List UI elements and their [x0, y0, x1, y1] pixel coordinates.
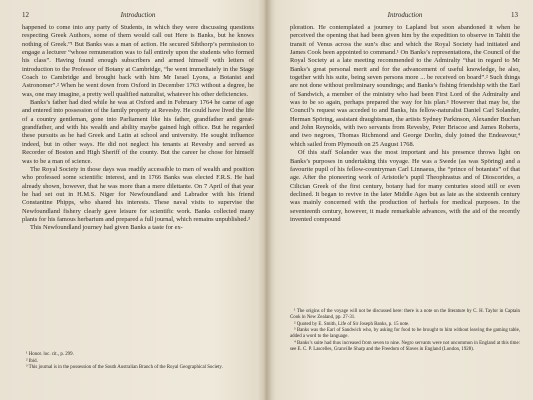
footnote: ² Ibid. — [26, 358, 38, 364]
page-number: 13 — [511, 11, 518, 19]
footnote: ³ This journal is in the possession of the South Australian Branch of the Royal Geographical Society. — [26, 365, 223, 371]
paragraph: Of this staff Solander was the most important and his presence throws light on Banks’s purposes in undertaking this voyage. He was a Swede (as was Spöring) and a favourite pupil of his fellow-countryman Carl Linnaeus, the “prince of botanists” of that age. After the pioneering work of Aristotle’s pupil Theophrastus and of Dioscorides, a Cilician Greek of the first century, botany had for many centuries stood still or even declined. It began to revive in the later Middle Ages but as late as the sixteenth century was mainly concerned with the production of herbals for medical purposes. In the seventeenth century, however, it made remarkable advances, with the aid of the recently invented compound — [290, 149, 520, 223]
footnote: ¹ The origins of the voyage will not be discussed here: there is a note on the literature by C. H. Taylor in Captain Cook in New Zealand, pp. 27-31. — [290, 309, 520, 321]
right-page — [276, 0, 528, 400]
footnote: ² Quoted by E. Smith, Life of Sir Joseph Banks, p. 15 note. — [294, 321, 410, 327]
right-page-body — [290, 24, 520, 224]
book-gutter — [258, 0, 276, 400]
paragraph: Banks’s father had died while he was at Oxford and in February 1764 he came of age and entered into possession of the family property at Revesby. He could have lived the life of a country gentleman, gone into Parliament like his father, grandfather and great-grandfather, and with his wealth and ability maybe gained high office. But he regarded these pursuits as he had Greek and Latin at school and university. He sought influence indeed, but in other ways. He did not neglect his tenants at Revesby and served as Recorder of Boston and High Sheriff of the county. But the career he chose for himself was to be a man of science. — [22, 99, 254, 165]
footnote: ³ Banks was the Earl of Sandwich who, by asking for food to be brought to him without leaving the gaming table, added a word to the language. — [290, 328, 520, 340]
paragraph: This Newfoundland journey had given Banks a taste for ex- — [30, 224, 183, 232]
left-page — [8, 0, 262, 400]
paragraph: ploration. He contemplated a journey to Lapland but soon abandoned it when he perceived the opening that had been given him by the expedition to observe in Tahiti the transit of Venus across the sun’s disc and which the Royal Society had initiated and James Cook been appointed to command.¹ On Banks’s representations, the Council of the Royal Society at a late meeting recommended to the Admiralty “that in regard to Mr Banks’s great personal merit and for the advancement of useful knowledge, he also, together with his suite, being seven persons more ... be received on board”.² Such things are not done without preliminary soundings; and Banks’s fishing friendship with the Earl of Sandwich, a member of the ministry who had been First Lord of the Admiralty and was to be so again, perhaps prepared the way for his plan.³ However that may be, the Council’s request was acceded to and Banks, his fellow-naturalist Daniel Carl Solander, Herman Spöring, assistant draughtsman, the artists Sydney Parkinson, Alexander Buchan and John Reynolds, with two servants from Revesby, Peter Briscoe and James Roberts, and two negroes, Thomas Richmond and George Dorlin, duly joined the Endeavour,⁴ which sailed from Plymouth on 25 August 1768. — [290, 24, 520, 148]
page-number: 12 — [22, 11, 29, 19]
footnote: ⁴ Banks’s suite had thus increased from seven to nine. Negro servants were not uncommon in England at this time: see E. C. P. Lascelles, Granville Sharp and the Freedom of Slaves in England (London, 1928). — [290, 340, 520, 353]
left-page-body — [22, 24, 254, 233]
running-head: Introduction — [387, 11, 423, 19]
right-page-header — [290, 11, 520, 21]
left-page-footnotes — [22, 352, 254, 372]
paragraph: happened to come into any party of Students, in which they were discussing questions respecting Greek Authors, some of them would call out Here is Banks, but he knows nothing of Greek.”¹ But Banks was a man of action. He secured Sibthorp’s permission to engage a lecturer “whose remuneration was to fall entirely upon the students who formed his class”. Having found enough subscribers and armed himself with letters of introduction to the Professor of Botany at Cambridge, “he went immediately in the Stage Coach to Cambridge and brought back with him Mr Israel Lyons, a Botanist and Astronomer”.² When he went down from Oxford in December 1763 without a degree, he was, one may imagine, a pretty well qualified naturalist, whatever his other deficiencies. — [22, 24, 254, 98]
left-page-header — [22, 11, 254, 21]
paragraph: The Royal Society in those days was readily accessible to men of wealth and position who professed some scientific interest, and in 1766 Banks was elected F.R.S. He had already shown, however, that he was more than a mere dilettante. On 7 April of that year he had set out in H.M.S. Niger for Newfoundland and Labrador with his friend Constantine Phipps, who shared his interests. These naval visits to supervise the Newfoundland fishery clearly gave leisure for scientific work. Banks collected many plants for his famous herbarium and prepared a full journal, which remains unpublished.³ — [22, 165, 254, 223]
right-page-footnotes — [290, 309, 520, 354]
footnote: ¹ Honor. loc. cit., p. 299. — [26, 352, 74, 357]
running-head: Introduction — [120, 11, 156, 19]
